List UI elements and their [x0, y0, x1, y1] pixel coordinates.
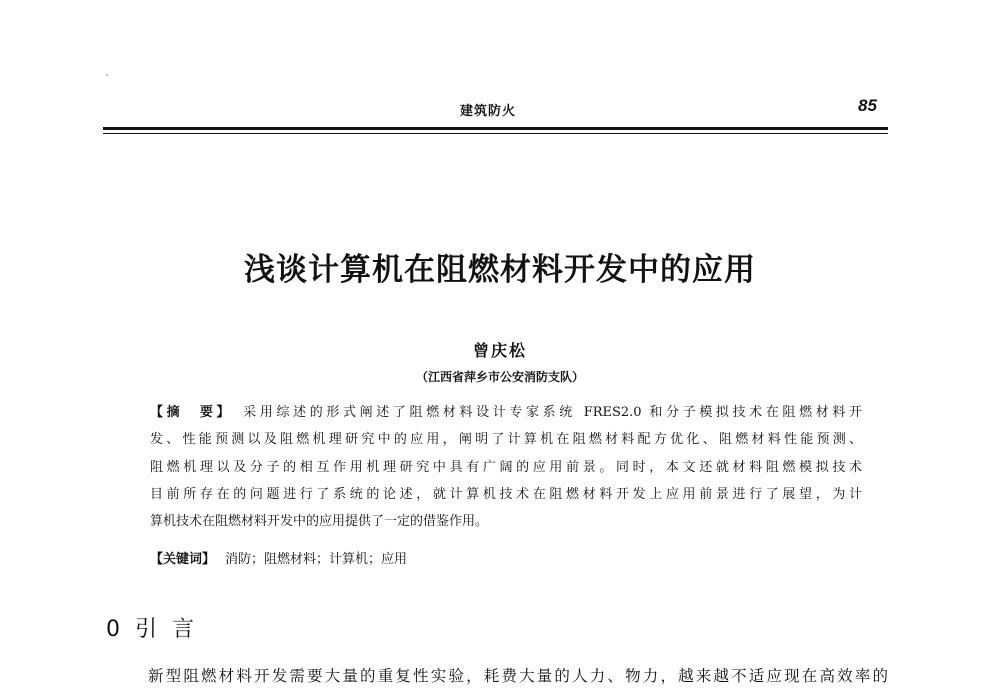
abstract-line: 发、性能预测以及阻燃机理研究中的应用，阐明了计算机在阻燃材料配方优化、阻燃材料性能预测、	[150, 432, 862, 448]
abstract	[150, 399, 862, 535]
running-header-section: 建筑防火	[460, 104, 517, 119]
author-name: 曾庆松	[472, 341, 527, 360]
abstract-label: 【摘 要】	[150, 405, 234, 420]
keywords	[150, 548, 407, 567]
keywords-text: 消防；阻燃材料；计算机；应用	[225, 552, 408, 567]
article-title: 浅谈计算机在阻燃材料开发中的应用	[244, 252, 756, 288]
page-number: 85	[858, 96, 877, 115]
header-rule-thin	[103, 133, 888, 134]
keywords-label: 【关键词】	[150, 552, 216, 567]
body-paragraph-line: 新型阻燃材料开发需要大量的重复性实验，耗费大量的人力、物力，越来越不适应现在高效率的	[148, 667, 888, 685]
abstract-line: 目前所存在的问题进行了系统的论述，就计算机技术在阻燃材料开发上应用前景进行了展望，为计	[150, 486, 862, 502]
abstract-line: 算机技术在阻燃材料开发中的应用提供了一定的借鉴作用。	[150, 514, 489, 530]
scan-speck	[106, 74, 108, 76]
section-heading: 0 引 言	[106, 617, 198, 642]
abstract-line-text: 采用综述的形式阐述了阻燃材料设计专家系统 FRES2.0 和分子模拟技术在阻燃材料开	[243, 405, 862, 420]
abstract-line	[150, 399, 862, 426]
abstract-line: 阻燃机理以及分子的相互作用机理研究中具有广阔的应用前景。同时，本文还就材料阻燃模拟技术	[150, 459, 862, 475]
author-affiliation: （江西省萍乡市公安消防支队）	[415, 370, 584, 384]
header-rule-thick	[103, 127, 888, 130]
